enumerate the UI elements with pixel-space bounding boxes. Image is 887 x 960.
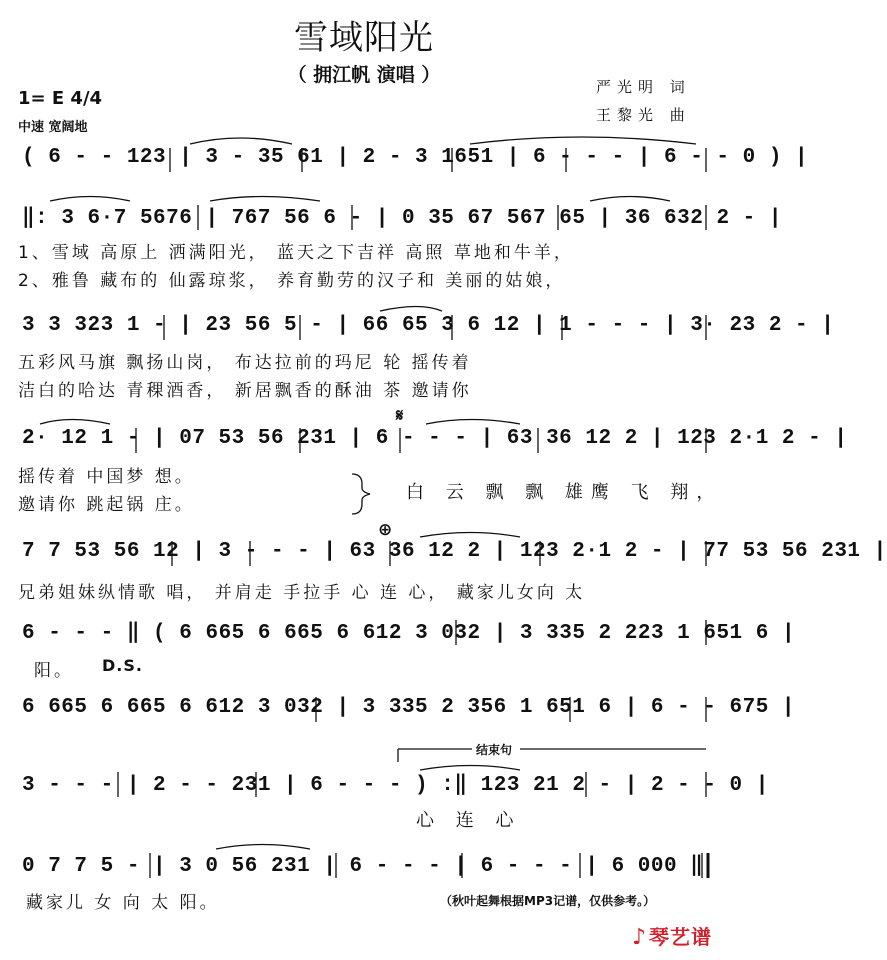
- song-title: 雪域阳光: [294, 18, 434, 58]
- score-row-3: 3 3 323 1 - | 23 56 5 - | 66 65 3 6 12 | 1 - - - | 3· 23 2 - |: [22, 314, 835, 337]
- lyric-row-3-verse-2: 洁白的哈达 青稞酒香， 新居飘香的酥油 茶 邀请你: [18, 381, 472, 401]
- score-row-2: ‖: 3 6·7 5676 | 767 56 6 - | 0 35 67 567 65 | 36 632 2 - |: [22, 207, 782, 230]
- site-logo: [632, 921, 712, 950]
- tempo-marking: 中速 宽阔地: [18, 120, 88, 135]
- logo-text: 琴艺谱: [649, 925, 712, 949]
- refrain-lyric: 白 云 飘 飘 雄鹰 飞 翔，: [406, 482, 723, 503]
- music-note-icon: ♪: [631, 925, 647, 950]
- lyric-row-4-verse-2: 邀请你 跳起锅 庄。: [18, 495, 195, 515]
- lyric-row-2-verse-2: 2、雅鲁 藏布的 仙露琼浆， 养育勤劳的汉子和 美丽的姑娘，: [18, 271, 566, 291]
- lyric-row-9: 藏家儿 女 向 太 阳。: [26, 893, 220, 913]
- transcription-note: （秋叶起舞根据MP3记谱，仅供参考。）: [440, 894, 656, 908]
- score-row-7: 6 665 6 665 6 612 3 032 | 3 335 2 356 1 651 6 | 6 - - 675 |: [22, 696, 796, 719]
- score-row-4: 2· 12 1 - | 07 53 56 231 | 6 - - - | 63 36 12 2 | 123 2·1 2 - |: [22, 427, 848, 450]
- lyric-row-3-verse-1: 五彩风马旗 飘扬山岗， 布达拉前的玛尼 轮 摇传着: [18, 353, 472, 373]
- coda-sign: ⊕: [378, 520, 393, 540]
- performer-line: （ 拥江帆 演唱 ）: [287, 64, 441, 86]
- key-signature: 1= E 4/4: [18, 88, 103, 109]
- score-row-9: 0 7 7 5 - | 3 0 56 231 | 6 - - - | 6 - - - | 6 000 ‖: [22, 855, 704, 878]
- lyric-row-5: 兄弟姐妹纵情歌 唱， 并肩走 手拉手 心 连 心， 藏家儿女向 太: [18, 583, 586, 603]
- lyric-row-6: 阳。: [34, 661, 74, 681]
- lyric-row-2-verse-1: 1、雪域 高原上 洒满阳光， 蓝天之下吉祥 高照 草地和牛羊，: [18, 243, 574, 263]
- lyricist-credit: 严光明 词: [596, 78, 691, 96]
- score-row-8: 3 - - - | 2 - - 231 | 6 - - - ) :‖ 123 21 2 - | 2 - - 0 |: [22, 774, 769, 797]
- composer-credit: 王黎光 曲: [596, 106, 691, 124]
- segno-sign: 𝄋: [396, 406, 404, 426]
- lyric-row-8: 心 连 心: [416, 810, 522, 831]
- score-row-5: 7 7 53 56 12 | 3 - - - | 63 36 12 2 | 123 2·1 2 - | 77 53 56 231 |: [22, 540, 887, 563]
- ds-marking: D.S.: [102, 656, 143, 675]
- ending-label: 结束句: [476, 743, 513, 757]
- lyric-row-4-verse-1: 摇传着 中国梦 想。: [18, 467, 195, 487]
- score-row-1: ( 6 - - 123 | 3 - 35 61 | 2 - 3 1651 | 6 - - - | 6 - - 0 ) |: [22, 146, 809, 169]
- score-row-6: 6 - - - ‖ ( 6 665 6 665 6 612 3 032 | 3 335 2 223 1 651 6 |: [22, 622, 796, 645]
